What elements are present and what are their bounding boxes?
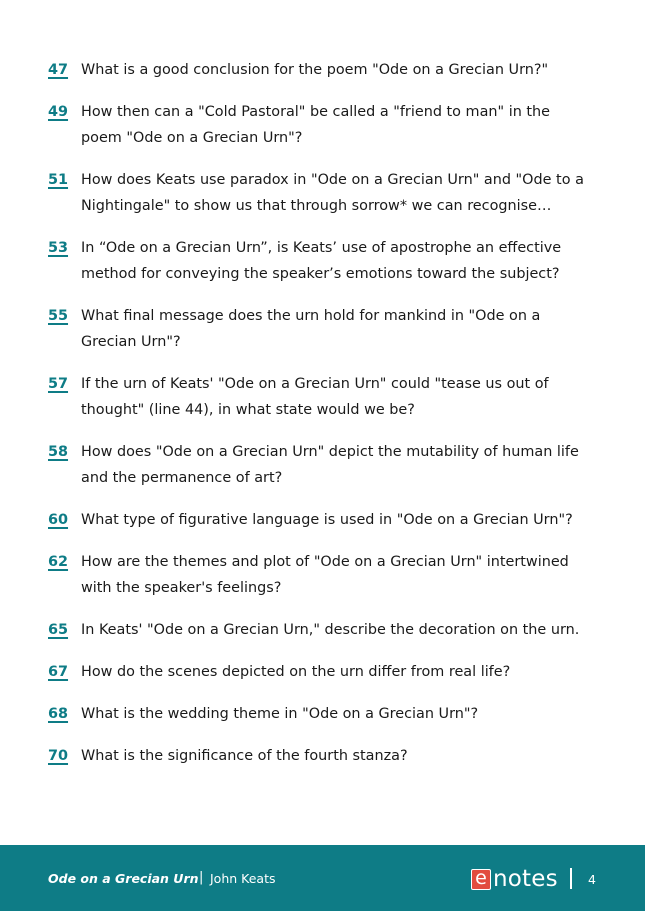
question-text [81, 659, 608, 685]
question-line: In Keats' "Ode on a Grecian Urn," describe the decoration on the urn. [81, 622, 580, 638]
question-text [81, 507, 608, 533]
logo-wordmark: notes [493, 866, 558, 892]
question-line: How then can a "Cold Pastoral" be called a "friend to man" in the [81, 104, 551, 120]
footer-author: John Keats [210, 871, 276, 886]
question-item [48, 507, 608, 533]
question-text [81, 439, 608, 491]
question-number-link[interactable]: 55 [48, 308, 69, 324]
question-text [81, 701, 608, 727]
question-number-link[interactable]: 57 [48, 376, 69, 392]
enotes-logo [471, 867, 558, 891]
question-item [48, 371, 608, 423]
question-text [81, 303, 608, 355]
question-number-link[interactable]: 70 [48, 748, 69, 764]
question-line: How do the scenes depicted on the urn differ from real life? [81, 664, 511, 680]
question-item [48, 701, 608, 727]
question-line: How are the themes and plot of "Ode on a Grecian Urn" intertwined [81, 554, 569, 570]
question-number-link[interactable]: 53 [48, 240, 69, 256]
question-text [81, 617, 608, 643]
logo-e-badge: e [471, 869, 491, 890]
question-item [48, 659, 608, 685]
question-number-link[interactable]: 65 [48, 622, 69, 638]
question-text [81, 167, 608, 219]
question-line: Grecian Urn"? [81, 334, 181, 350]
question-number-link[interactable]: 60 [48, 512, 69, 528]
page-number: 4 [588, 872, 596, 887]
question-text [81, 57, 608, 83]
question-line: poem "Ode on a Grecian Urn"? [81, 130, 303, 146]
page-footer [0, 845, 645, 911]
question-number-link[interactable]: 58 [48, 444, 69, 460]
question-line: How does Keats use paradox in "Ode on a Grecian Urn" and "Ode to a [81, 172, 584, 188]
question-text [81, 549, 608, 601]
question-item [48, 743, 608, 769]
question-number-link[interactable]: 51 [48, 172, 69, 188]
question-text [81, 371, 608, 423]
question-line: and the permanence of art? [81, 470, 283, 486]
question-item [48, 617, 608, 643]
question-item [48, 549, 608, 601]
question-item [48, 167, 608, 219]
footer-separator: | [199, 870, 204, 885]
question-line: method for conveying the speaker’s emotions toward the subject? [81, 266, 560, 282]
question-item [48, 303, 608, 355]
question-line: What is a good conclusion for the poem "Ode on a Grecian Urn?" [81, 62, 549, 78]
question-number-link[interactable]: 68 [48, 706, 69, 722]
question-line: Nightingale" to show us that through sorrow* we can recognise… [81, 198, 552, 214]
question-text [81, 99, 608, 151]
question-item [48, 57, 608, 83]
question-line: What is the significance of the fourth stanza? [81, 748, 408, 764]
footer-divider [570, 868, 572, 889]
question-line: thought" (line 44), in what state would we be? [81, 402, 415, 418]
question-number-link[interactable]: 49 [48, 104, 69, 120]
question-line: What final message does the urn hold for mankind in "Ode on a [81, 308, 541, 324]
question-item [48, 439, 608, 491]
footer-title: Ode on a Grecian Urn [48, 871, 199, 886]
question-line: What is the wedding theme in "Ode on a Grecian Urn"? [81, 706, 479, 722]
question-number-link[interactable]: 62 [48, 554, 69, 570]
question-line: with the speaker's feelings? [81, 580, 282, 596]
question-number-link[interactable]: 47 [48, 62, 69, 78]
question-line: What type of figurative language is used in "Ode on a Grecian Urn"? [81, 512, 573, 528]
question-number-link[interactable]: 67 [48, 664, 69, 680]
question-item [48, 99, 608, 151]
question-item [48, 235, 608, 287]
question-line: How does "Ode on a Grecian Urn" depict the mutability of human life [81, 444, 579, 460]
question-text [81, 235, 608, 287]
question-text [81, 743, 608, 769]
question-line: If the urn of Keats' "Ode on a Grecian Urn" could "tease us out of [81, 376, 549, 392]
question-line: In “Ode on a Grecian Urn”, is Keats’ use of apostrophe an effective [81, 240, 562, 256]
